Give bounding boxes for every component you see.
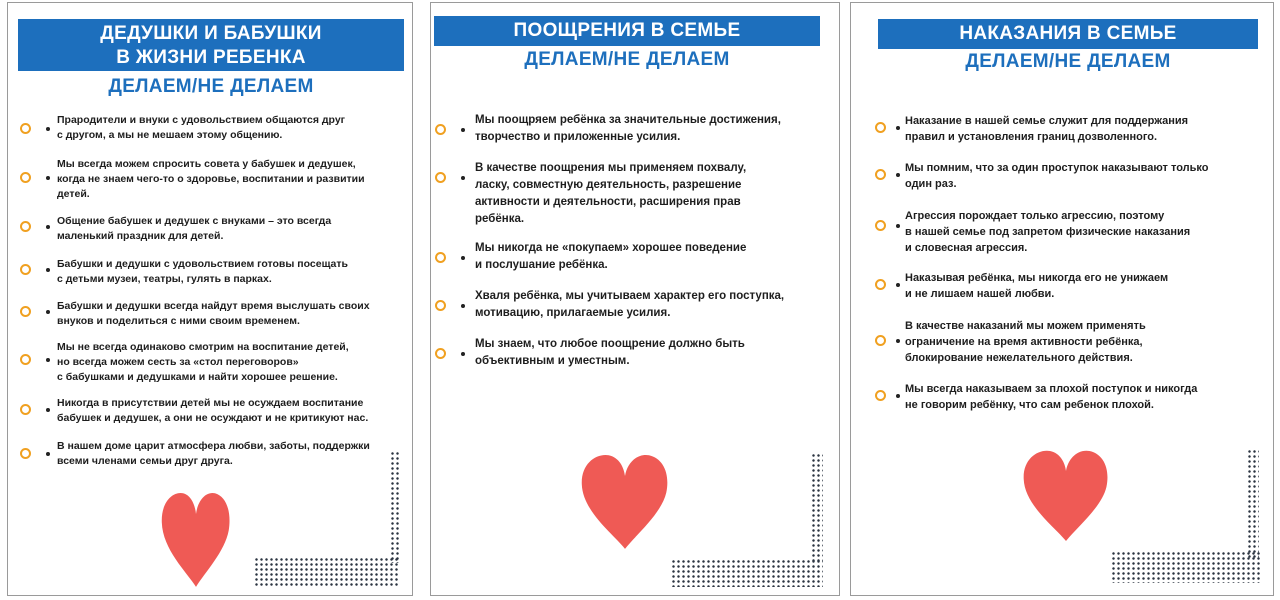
list-item-text: Агрессия порождает только агрессию, поэтому в нашей семье под запретом физические наказания и словесная агрессия. — [905, 210, 1191, 254]
list-item-text: Мы знаем, что любое поощрение должно быть объективным и уместным. — [475, 338, 745, 367]
list-item-text: Мы всегда наказываем за плохой поступок и никогда не говорим ребёнку, что сам ребенок плохой. — [905, 383, 1198, 411]
dot-grid-decoration — [811, 453, 823, 563]
bullet-ring-icon — [875, 122, 886, 133]
heart-icon — [1019, 445, 1113, 545]
bullet-dot-icon — [46, 268, 50, 272]
bullet-ring-icon — [20, 123, 31, 134]
heart-icon — [577, 449, 673, 553]
bullet-ring-icon — [435, 252, 446, 263]
dot-grid-decoration — [1247, 449, 1259, 559]
list-item-text: Мы поощряем ребёнка за значительные достижения, творчество и приложенные усилия. — [475, 114, 781, 143]
dot-grid-decoration — [390, 451, 400, 563]
poster-title-line: В ЖИЗНИ РЕБЕНКА — [116, 47, 306, 68]
bullet-dot-icon — [896, 283, 900, 287]
poster-grandparents — [7, 2, 413, 596]
bullet-ring-icon — [20, 264, 31, 275]
heart-shape — [162, 493, 230, 587]
list-item-text: Мы помним, что за один проступок наказывают только один раз. — [905, 162, 1209, 190]
bullet-ring-icon — [875, 390, 886, 401]
bullet-ring-icon — [20, 306, 31, 317]
bullet-dot-icon — [461, 128, 465, 132]
poster-subtitle: ДЕЛАЕМ/НЕ ДЕЛАЕМ — [524, 49, 730, 70]
bullet-dot-icon — [461, 256, 465, 260]
list-item-text: В нашем доме царит атмосфера любви, заботы, поддержки всеми членами семьи друг друга. — [57, 440, 370, 467]
bullet-dot-icon — [46, 127, 50, 131]
heart-shape — [1024, 451, 1108, 541]
list-item-text: Хваля ребёнка, мы учитываем характер его поступка, мотивацию, прилагаемые усилия. — [475, 290, 785, 319]
bullet-dot-icon — [46, 452, 50, 456]
bullet-dot-icon — [896, 224, 900, 228]
bullet-ring-icon — [20, 172, 31, 183]
list-item-text: Никогда в присутствии детей мы не осуждаем воспитание бабушек и дедушек, а они не осуждают и не критикуют нас. — [57, 397, 369, 424]
list-item-text: В качестве наказаний мы можем применять ограничение на время активности ребёнка, блокирование нежелательного действия. — [905, 320, 1146, 364]
poster-item-list — [431, 3, 840, 403]
bullet-ring-icon — [875, 169, 886, 180]
dot-grid-decoration — [254, 557, 400, 587]
list-item-text: Прародители и внуки с удовольствием общаются друг с другом, а мы не мешаем этому общению. — [57, 114, 346, 141]
poster-item-list — [851, 3, 1274, 423]
bullet-ring-icon — [875, 335, 886, 346]
bullet-ring-icon — [435, 124, 446, 135]
list-item-text: Мы всегда можем спросить совета у бабушек и дедушек, когда не знаем чего-то о здоровье, воспитании и развитии детей. — [57, 158, 365, 200]
bullet-ring-icon — [875, 220, 886, 231]
bullet-ring-icon — [435, 300, 446, 311]
bullet-ring-icon — [20, 448, 31, 459]
bullet-dot-icon — [46, 225, 50, 229]
list-item-text: Мы никогда не «покупаем» хорошее поведение и послушание ребёнка. — [475, 242, 747, 271]
bullet-ring-icon — [20, 221, 31, 232]
heart-shape — [582, 455, 668, 549]
poster-title-line: НАКАЗАНИЯ В СЕМЬЕ — [959, 23, 1177, 44]
bullet-ring-icon — [20, 354, 31, 365]
dot-grid-decoration — [671, 559, 823, 587]
list-item-text: Бабушки и дедушки всегда найдут время выслушать своих внуков и поделиться с ними своим временем. — [57, 300, 370, 327]
poster-item-list — [8, 3, 413, 483]
list-item-text: Наказывая ребёнка, мы никогда его не унижаем и не лишаем нашей любви. — [905, 272, 1169, 300]
bullet-dot-icon — [46, 358, 50, 362]
heart-icon — [158, 487, 234, 591]
bullet-ring-icon — [20, 404, 31, 415]
list-item-text: Бабушки и дедушки с удовольствием готовы посещать с детьми музеи, театры, гулять в парках. — [57, 258, 348, 285]
bullet-dot-icon — [896, 339, 900, 343]
list-item-text: В качестве поощрения мы применяем похвалу, ласку, совместную деятельность, разрешение активности и деятельности, расширения прав ребёнка. — [475, 162, 747, 225]
list-item-text: Общение бабушек и дедушек с внуками – это всегда маленький праздник для детей. — [57, 215, 332, 242]
bullet-dot-icon — [896, 394, 900, 398]
dot-grid-decoration — [1111, 551, 1261, 583]
poster-title-line: ДЕДУШКИ И БАБУШКИ — [100, 23, 322, 44]
poster-subtitle: ДЕЛАЕМ/НЕ ДЕЛАЕМ — [108, 76, 314, 97]
poster-punishments — [850, 2, 1274, 596]
bullet-dot-icon — [461, 176, 465, 180]
bullet-dot-icon — [461, 304, 465, 308]
bullet-ring-icon — [435, 348, 446, 359]
poster-subtitle: ДЕЛАЕМ/НЕ ДЕЛАЕМ — [965, 51, 1171, 72]
poster-rewards — [430, 2, 840, 596]
bullet-dot-icon — [46, 176, 50, 180]
list-item-text: Мы не всегда одинаково смотрим на воспитание детей, но всегда можем сесть за «стол переговоров» с бабушками и дедушками и найти хорошее решение. — [57, 341, 349, 383]
list-item-text: Наказание в нашей семье служит для поддержания правил и установления границ дозволенного. — [905, 115, 1189, 143]
bullet-dot-icon — [896, 173, 900, 177]
bullet-dot-icon — [46, 408, 50, 412]
bullet-dot-icon — [46, 310, 50, 314]
bullet-dot-icon — [461, 352, 465, 356]
poster-title-line: ПООЩРЕНИЯ В СЕМЬЕ — [513, 20, 741, 41]
bullet-ring-icon — [435, 172, 446, 183]
bullet-dot-icon — [896, 126, 900, 130]
bullet-ring-icon — [875, 279, 886, 290]
